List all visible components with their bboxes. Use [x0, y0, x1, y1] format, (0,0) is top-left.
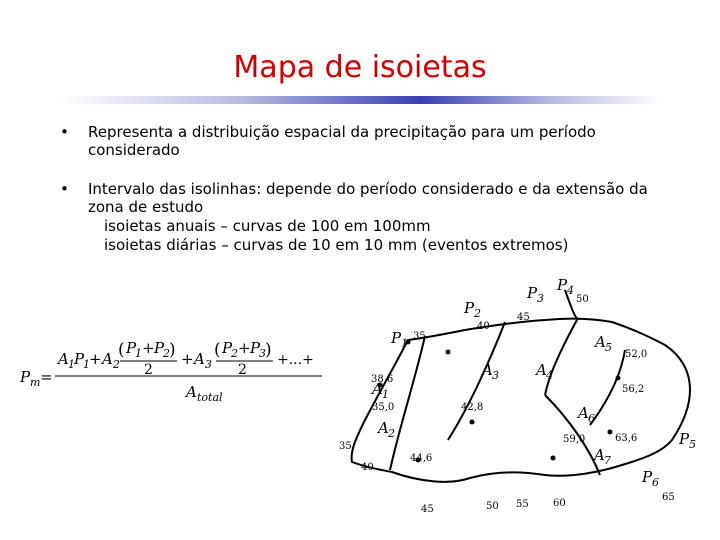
- station-label-p5-sub: 5: [689, 438, 696, 451]
- formula-denominator-sub: total: [197, 391, 223, 404]
- area-label-a3-sub: 3: [492, 369, 499, 382]
- formula-f2-p1-sub: 2: [231, 347, 238, 360]
- station-label-p3: P: [527, 284, 538, 302]
- station-label-p2-sub: 2: [474, 307, 481, 320]
- formula-f2-p2-sub: 3: [259, 347, 266, 360]
- isoline-value: 60: [553, 498, 566, 509]
- isoline-value: 35: [339, 441, 352, 452]
- rainfall-value: 56,2: [622, 384, 645, 395]
- isoline-value: 50: [486, 501, 499, 512]
- isoline-40: [390, 336, 425, 470]
- formula-plus-1: +: [89, 350, 102, 368]
- isoline-value: 55: [516, 499, 529, 510]
- station-labels: [390, 276, 696, 489]
- formula-p1-sub: 1: [83, 358, 90, 371]
- rainfall-value: 35,0: [372, 402, 395, 413]
- isoline-value: 40: [477, 321, 490, 332]
- area-label-a4: A: [536, 361, 547, 379]
- formula-a2-sub: 2: [113, 358, 120, 371]
- area-label-a1: A: [372, 380, 383, 398]
- rainfall-value: 63,6: [615, 433, 638, 444]
- formula-lhs-sub: m: [30, 376, 41, 389]
- rainfall-value: 44,6: [410, 453, 433, 464]
- isoline-value: 65: [662, 492, 675, 503]
- area-label-a3: A: [482, 361, 493, 379]
- isoline-value: 50: [576, 294, 589, 305]
- area-label-a2: A: [378, 419, 389, 437]
- station-label-p4-sub: 4: [567, 284, 574, 297]
- formula-f1-p2: P: [154, 339, 165, 357]
- formula-plus-2: +: [181, 350, 194, 368]
- formula-f2-open: (: [214, 340, 221, 360]
- formula-a3-sub: 3: [205, 358, 212, 371]
- bullet-dot: •: [60, 180, 69, 198]
- bullet-1-line-1: Representa a distribuição espacial da precipitação para um período: [88, 123, 596, 141]
- station-point-east: [616, 376, 621, 381]
- isoline-value: 40: [361, 462, 374, 473]
- bullet-1-line-2: considerado: [88, 141, 180, 159]
- station-point-a7: [551, 456, 556, 461]
- area-label-a6: A: [578, 404, 589, 422]
- formula-a1: A: [58, 350, 69, 368]
- rainfall-values: [371, 349, 647, 464]
- area-label-a7: A: [594, 446, 605, 464]
- isoline-value: 45: [517, 312, 530, 323]
- formula-f1-open: (: [118, 340, 125, 360]
- formula-f2-p2: P: [250, 339, 261, 357]
- formula-equals: =: [40, 368, 53, 386]
- formula-f2-plus: +: [238, 339, 251, 357]
- station-point-a3: [446, 350, 451, 355]
- area-label-a2-sub: 2: [388, 427, 395, 440]
- area-label-a7-sub: 7: [604, 454, 611, 467]
- station-label-p4: P: [557, 276, 568, 294]
- formula-denominator: A: [186, 383, 197, 401]
- formula-lhs: P: [20, 368, 31, 386]
- bullet-2-line-2: zona de estudo: [88, 198, 204, 216]
- isoline-value: 35: [413, 331, 426, 342]
- rainfall-value: 52,0: [625, 349, 648, 360]
- area-labels: [370, 333, 612, 467]
- station-label-p6-sub: 6: [652, 476, 659, 489]
- area-label-a5-sub: 5: [605, 341, 612, 354]
- station-point-a2: [470, 420, 475, 425]
- formula-f2-close: ): [265, 340, 272, 360]
- area-label-a1-sub: 1: [382, 388, 389, 401]
- rainfall-value: 59,0: [563, 434, 586, 445]
- slide-title: Mapa de isoietas: [233, 50, 487, 85]
- formula-f1-plus: +: [142, 339, 155, 357]
- bullet-2-line-3: isoietas anuais – curvas de 100 em 100mm: [104, 217, 431, 235]
- rainfall-value: 38,6: [371, 374, 394, 385]
- formula-f1-close: ): [169, 340, 176, 360]
- rainfall-value: 42,8: [461, 402, 484, 413]
- formula-a2: A: [102, 350, 113, 368]
- station-label-p6: P: [642, 468, 653, 486]
- station-label-p3-sub: 3: [537, 292, 544, 305]
- area-label-a5: A: [595, 333, 606, 351]
- station-label-p5: P: [679, 430, 690, 448]
- formula-tail: +...+: [277, 352, 314, 368]
- formula-a3: A: [194, 350, 205, 368]
- station-label-p2: P: [464, 299, 475, 317]
- area-label-a6-sub: 6: [588, 412, 595, 425]
- isoline-value: 45: [421, 504, 434, 515]
- isoline-55: [590, 350, 625, 425]
- isoline-50-north: [545, 318, 578, 395]
- formula-p1: P: [74, 350, 85, 368]
- formula-a1-sub: 1: [68, 358, 75, 371]
- area-label-a4-sub: 4: [546, 369, 553, 382]
- formula-f1-p1-sub: 1: [135, 347, 142, 360]
- bullet-dot: •: [60, 123, 69, 141]
- formula-f1-p1: P: [126, 339, 137, 357]
- formula-f2-p1: P: [222, 339, 233, 357]
- station-label-p1: P: [391, 329, 402, 347]
- formula-f2-den: 2: [238, 362, 247, 378]
- bullet-2-line-1: Intervalo das isolinhas: depende do período considerado e da extensão da: [88, 180, 648, 198]
- formula-f1-den: 2: [144, 362, 153, 378]
- bullet-2-line-4: isoietas diárias – curvas de 10 em 10 mm (eventos extremos): [104, 236, 569, 254]
- station-label-p1-sub: 1: [401, 337, 408, 350]
- station-point-a6: [608, 430, 613, 435]
- mean-precipitation-formula: [19, 339, 322, 404]
- formula-f1-p2-sub: 2: [163, 347, 170, 360]
